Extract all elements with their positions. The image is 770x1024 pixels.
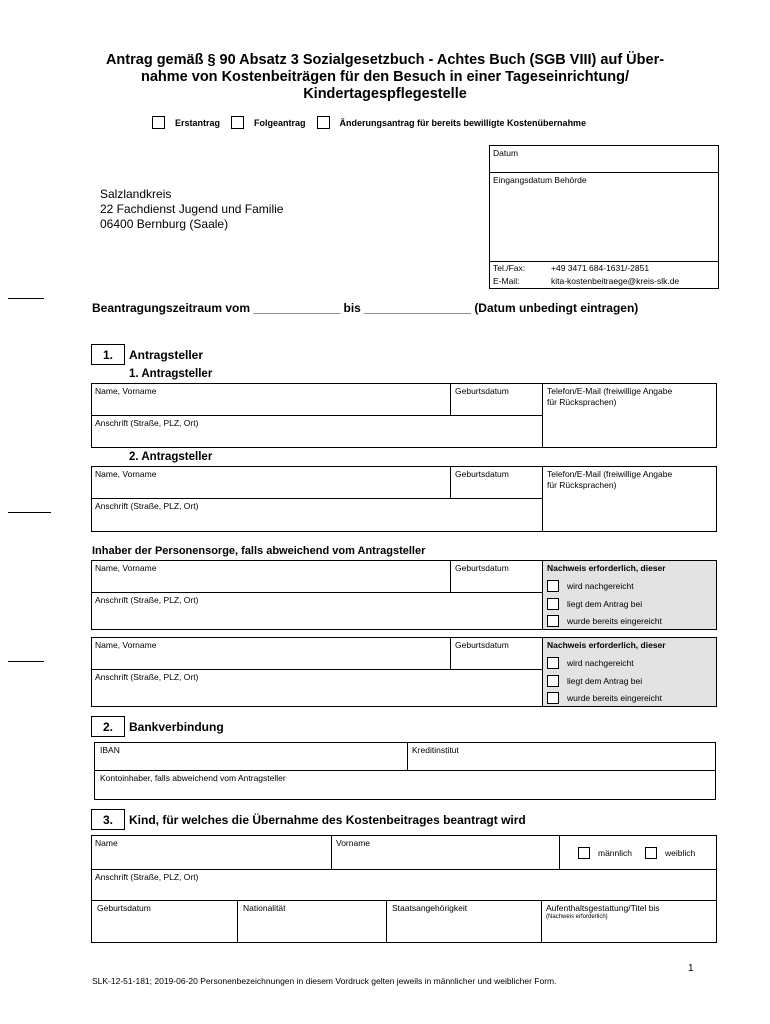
proof-label: wurde bereits eingereicht [567,693,662,703]
option-aenderungsantrag[interactable] [317,116,587,129]
female-checkbox[interactable] [645,847,657,859]
custody-table-2 [91,637,717,707]
child-vorname-label: Vorname [336,838,371,848]
checkbox[interactable] [547,657,559,669]
bank-label: Kreditinstitut [412,745,459,755]
custody-2-address-label: Anschrift (Straße, PLZ, Ort) [95,672,199,682]
checkbox[interactable] [547,580,559,592]
proof-label: wurde bereits eingereicht [567,616,662,626]
custody-table-1 [91,560,717,630]
eingang-field[interactable] [490,186,718,260]
application-type-row [152,116,597,129]
applicant-2-table [91,466,717,532]
applicant-1-phone-label [544,384,675,409]
custody-1-birth-label: Geburtsdatum [455,563,509,573]
folgeantrag-checkbox[interactable] [231,116,244,129]
iban-label: IBAN [100,745,120,755]
datum-field[interactable] [490,157,718,171]
applicant-2-heading: 2. Antragsteller [129,451,213,463]
applicant-1-name-label: Name, Vorname [95,386,157,396]
male-label: männlich [598,848,633,858]
residence-label-text: Aufenthaltsgestattung/Titel bis [546,903,660,913]
applicant-2-name-label: Name, Vorname [95,469,157,479]
period-bis-label: bis [343,301,361,315]
custody-1-address-label: Anschrift (Straße, PLZ, Ort) [95,595,199,605]
child-name-label: Name [95,838,118,848]
checkbox[interactable] [547,692,559,704]
folgeantrag-label: Folgeantrag [254,117,306,128]
fold-mark-2 [8,512,51,513]
footer: SLK-12-51-181; 2019-06-20 Personenbezeichnungen in diesem Vordruck gelten jeweils in männlicher und weiblicher Form. [92,976,557,986]
custody-1-proof-later[interactable] [547,580,634,592]
proof-label: liegt dem Antrag bei [567,599,643,609]
proof-label: wird nachgereicht [567,658,634,668]
title-line-2: nahme von Kostenbeiträgen für den Besuch in einer Tageseinrichtung/ [141,69,629,85]
erstantrag-label: Erstantrag [175,117,221,128]
applicant-1-birth-label: Geburtsdatum [455,386,509,396]
male-checkbox[interactable] [578,847,590,859]
custody-1-proof-title: Nachweis erforderlich, dieser [547,563,666,573]
recipient-address [100,187,283,232]
applicant-2-phone-label [544,467,675,492]
applicant-1-heading: 1. Antragsteller [129,368,213,380]
phone-label-line-2: für Rücksprachen) [547,396,617,407]
office-box [489,145,719,289]
child-citizen-label: Staatsangehörigkeit [392,903,468,913]
child-birth-label: Geburtsdatum [97,903,151,913]
custody-2-proof-later[interactable] [547,657,634,669]
child-table [91,835,717,943]
section-2-title: Bankverbindung [129,719,224,734]
applicant-2-address-label: Anschrift (Straße, PLZ, Ort) [95,501,199,511]
tel-label: Tel./Fax: [493,263,526,273]
option-erstantrag[interactable] [152,116,220,129]
residence-note: (Nachweis erforderlich) [546,913,608,920]
page-number: 1 [688,963,694,974]
erstantrag-checkbox[interactable] [152,116,165,129]
aenderungsantrag-label: Änderungsantrag für bereits bewilligte Kostenübernahme [339,117,587,128]
custody-2-name-label: Name, Vorname [95,640,157,650]
eingang-label: Eingangsdatum Behörde [493,175,587,185]
period-to-field[interactable]: ________________ [364,301,471,315]
checkbox[interactable] [547,615,559,627]
recipient-line-2: 22 Fachdienst Jugend und Familie [100,202,284,216]
gender-male-option[interactable] [578,847,632,859]
child-address-label: Anschrift (Straße, PLZ, Ort) [95,872,199,882]
custody-heading: Inhaber der Personensorge, falls abweichend vom Antragsteller [92,545,426,557]
applicant-2-birth-label: Geburtsdatum [455,469,509,479]
applicant-1-address-label: Anschrift (Straße, PLZ, Ort) [95,418,199,428]
section-2-number: 2. [91,716,125,737]
applicant-1-table [91,383,717,448]
period-from-field[interactable]: _____________ [253,301,341,315]
fold-mark-1 [8,298,44,299]
section-1-number: 1. [91,344,125,365]
proof-label: wird nachgereicht [567,581,634,591]
section-2-heading [91,716,224,737]
fold-mark-3 [8,661,44,662]
recipient-line-3: 06400 Bernburg (Saale) [100,217,229,231]
email-label: E-Mail: [493,276,520,286]
child-residence-label [543,901,663,923]
phone-label-line-2: für Rücksprachen) [547,479,617,490]
period-note: (Datum unbedingt eintragen) [474,301,639,315]
custody-2-proof-title: Nachweis erforderlich, dieser [547,640,666,650]
custody-1-proof-attached[interactable] [547,598,642,610]
custody-1-name-label: Name, Vorname [95,563,157,573]
section-3-heading [91,809,526,830]
proof-label: liegt dem Antrag bei [567,676,643,686]
checkbox[interactable] [547,598,559,610]
child-nation-label: Nationalität [243,903,286,913]
application-period [92,301,638,315]
custody-2-birth-label: Geburtsdatum [455,640,509,650]
form-title [60,52,710,103]
section-3-title: Kind, für welches die Übernahme des Kostenbeitrages beantragt wird [129,812,526,827]
checkbox[interactable] [547,675,559,687]
email-value: kita-kostenbeitraege@kreis-slk.de [551,276,680,286]
period-label: Beantragungszeitraum vom [92,301,251,315]
custody-2-proof-attached[interactable] [547,675,642,687]
custody-1-proof-submitted[interactable] [547,615,662,627]
gender-female-option[interactable] [645,847,695,859]
phone-label-line-1: Telefon/E-Mail (freiwillige Angabe [547,386,673,396]
custody-2-proof-submitted[interactable] [547,692,662,704]
phone-label-line-1: Telefon/E-Mail (freiwillige Angabe [547,469,673,479]
aenderungsantrag-checkbox[interactable] [317,116,330,129]
recipient-line-1: Salzlandkreis [100,187,172,201]
datum-label: Datum [493,148,519,158]
title-line-1: Antrag gemäß § 90 Absatz 3 Sozialgesetzbuch - Achtes Buch (SGB VIII) auf Über- [105,52,665,68]
section-3-number: 3. [91,809,125,830]
bank-table [94,742,716,800]
female-label: weiblich [665,848,696,858]
section-1-heading [91,344,203,365]
tel-value: +49 3471 684-1631/-2851 [551,263,650,273]
option-folgeantrag[interactable] [231,116,306,129]
holder-label: Kontoinhaber, falls abweichend vom Antragsteller [100,773,286,783]
title-line-3: Kindertagespflegestelle [303,86,467,102]
section-1-title: Antragsteller [129,347,204,362]
